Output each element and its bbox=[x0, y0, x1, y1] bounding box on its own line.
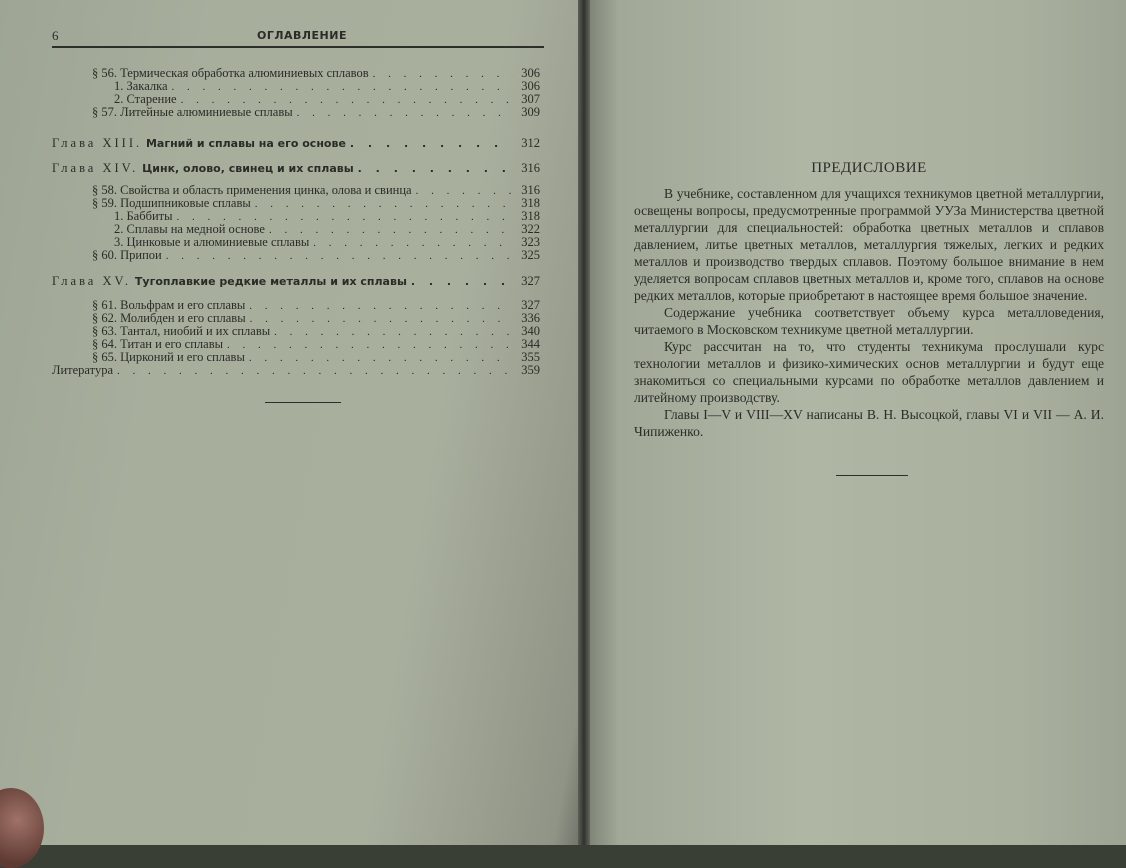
toc-entry-title: 2. Сплавы на медной основе bbox=[114, 222, 265, 236]
chapter-label: Глава XV. bbox=[52, 274, 132, 288]
toc-entry-page: 327 bbox=[521, 298, 540, 312]
toc-entry bbox=[114, 79, 540, 93]
end-rule bbox=[836, 475, 908, 476]
preface-title: ПРЕДИСЛОВИЕ bbox=[811, 160, 927, 176]
left-page-header bbox=[52, 26, 544, 48]
toc-entry-page: 306 bbox=[521, 66, 540, 80]
page-number: 6 bbox=[52, 28, 59, 43]
toc-entry-title: § 58. Свойства и область применения цинка, олова и свинца bbox=[92, 183, 412, 197]
toc-entry bbox=[92, 66, 540, 80]
toc-entry-page: 340 bbox=[521, 324, 540, 338]
chapter-label: Глава XIV. bbox=[52, 161, 139, 175]
toc-entry-page: 325 bbox=[521, 248, 540, 262]
toc-chapter bbox=[52, 136, 540, 150]
preface-paragraph: Курс рассчитан на то, что студенты техникума прослушали курс технологии металлов и физико-химических основ металлургии и будут еще знакомиться со специальными курсами по обработке металлов давлением и литейному производству. bbox=[634, 339, 1104, 405]
toc-entry bbox=[114, 92, 540, 106]
toc-entry-page: 318 bbox=[521, 209, 540, 223]
toc-entry-title: § 62. Молибден и его сплавы bbox=[92, 311, 246, 325]
toc-entry-page: 323 bbox=[521, 235, 540, 249]
toc-entry bbox=[92, 105, 540, 119]
toc-entry bbox=[92, 183, 540, 197]
toc-entry bbox=[92, 248, 540, 262]
toc-entry-page: 312 bbox=[521, 136, 540, 150]
toc-entry-title: § 61. Вольфрам и его сплавы bbox=[92, 298, 246, 312]
book-spine bbox=[578, 0, 590, 845]
toc-entry-page: 316 bbox=[521, 161, 540, 175]
toc-chapter bbox=[52, 161, 540, 175]
toc-entry bbox=[92, 324, 540, 338]
end-rule bbox=[265, 402, 341, 403]
toc-entry-title: § 57. Литейные алюминиевые сплавы bbox=[92, 105, 293, 119]
toc-entry-page: 306 bbox=[521, 79, 540, 93]
toc-entry bbox=[92, 350, 540, 364]
toc-entry-title: § 59. Подшипниковые сплавы bbox=[92, 196, 251, 210]
preface-body bbox=[634, 185, 1104, 440]
toc-entry bbox=[92, 298, 540, 312]
toc-entry bbox=[92, 311, 540, 325]
toc-entry-page: 307 bbox=[521, 92, 540, 106]
chapter-label: Глава XIII. bbox=[52, 136, 143, 150]
toc-entry bbox=[92, 337, 540, 351]
toc-entry-page: 359 bbox=[521, 363, 540, 377]
toc-entry bbox=[52, 363, 540, 377]
toc-entry bbox=[114, 209, 540, 223]
chapter-title: Цинк, олово, свинец и их сплавы bbox=[142, 162, 354, 175]
toc-entry-title: § 65. Цирконий и его сплавы bbox=[92, 350, 245, 364]
toc-entry-title: § 63. Тантал, ниобий и их сплавы bbox=[92, 324, 271, 338]
preface-paragraph: В учебнике, составленном для учащихся техникумов цветной металлургии, освещены вопросы, предусмотренные программой УУЗа Министерства цветной металлургии для специальностей: обработка цветных металлов и сплавов давлением, литье цветных металлов, металлургия тяжелых, легких и редких металлов и производство твердых сплавов. Поэтому большое внимание в нем уделяется вопросам сплавов цветных металлов и, кроме того, сплавов на основе редких металлов, которые приобретают в настоящее время большое значение. bbox=[634, 186, 1104, 303]
toc-entry bbox=[114, 222, 540, 236]
toc-entry-page: 318 bbox=[521, 196, 540, 210]
toc-entry bbox=[92, 196, 540, 210]
preface-paragraph: Главы I—V и VIII—XV написаны В. Н. Высоцкой, главы VI и VII — А. И. Чипиженко. bbox=[634, 407, 1104, 439]
toc-entry-title: 1. Баббиты bbox=[114, 209, 173, 223]
chapter-title: Магний и сплавы на его основе bbox=[145, 137, 346, 150]
preface-paragraph: Содержание учебника соответствует объему курса металловедения, читаемого в Московском техникуме цветной металлургии. bbox=[634, 305, 1104, 337]
chapter-title: Тугоплавкие редкие металлы и их сплавы bbox=[134, 275, 407, 288]
toc-entry-page: 344 bbox=[521, 337, 540, 351]
toc-entry-page: 322 bbox=[521, 222, 540, 236]
toc-entry-title: § 64. Титан и его сплавы bbox=[92, 337, 223, 351]
toc-entry-title: 2. Старение bbox=[114, 92, 177, 106]
toc-chapter bbox=[52, 274, 540, 288]
toc-entry-page: 327 bbox=[521, 274, 540, 288]
toc-entry bbox=[114, 235, 540, 249]
toc-entry-title: 1. Закалка bbox=[114, 79, 168, 93]
toc-entry-title: 3. Цинковые и алюминиевые сплавы bbox=[114, 235, 310, 249]
running-head: ОГЛАВЛЕНИЕ bbox=[257, 29, 347, 42]
toc-entry-page: 336 bbox=[521, 311, 540, 325]
toc-entry-title: § 60. Припои bbox=[92, 248, 162, 262]
toc-entry-page: 309 bbox=[521, 105, 540, 119]
toc-entry-page: 355 bbox=[521, 350, 540, 364]
toc-entry-title: § 56. Термическая обработка алюминиевых сплавов bbox=[92, 66, 369, 80]
toc-entry-page: 316 bbox=[521, 183, 540, 197]
toc-entry-title: Литература bbox=[52, 363, 113, 377]
